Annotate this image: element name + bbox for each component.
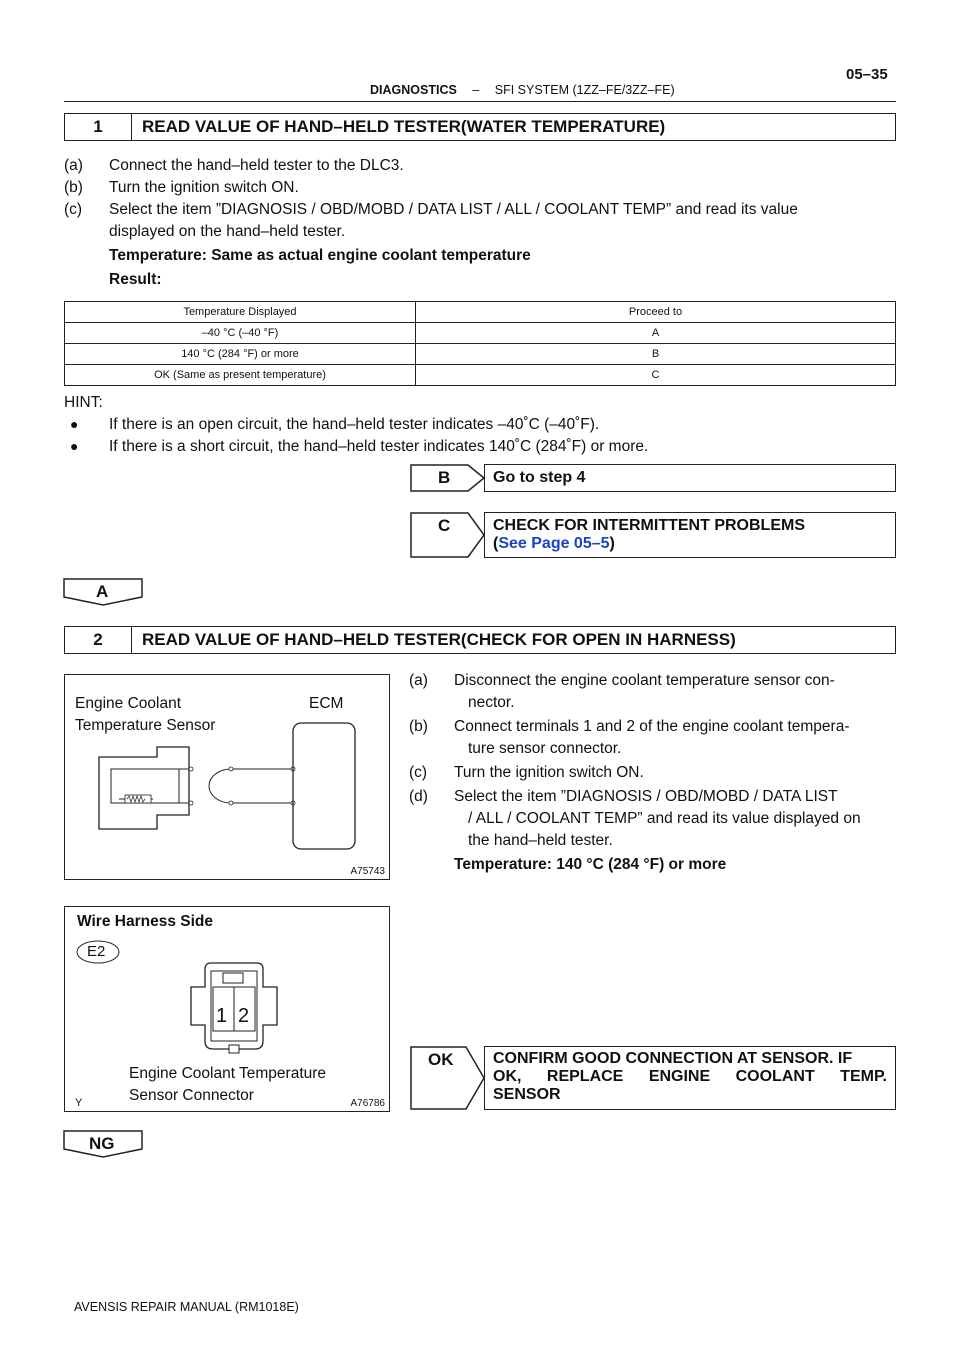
ecm-label: ECM bbox=[309, 695, 344, 712]
outcome-c-box: CHECK FOR INTERMITTENT PROBLEMS (See Page 05–5) bbox=[484, 512, 896, 558]
hint-item: If there is a short circuit, the hand–held tester indicates 140˚C (284˚F) or more. bbox=[109, 438, 649, 455]
item-text: Select the item ”DIAGNOSIS / OBD/MOBD / DATA LIST / ALL / COOLANT TEMP” and read its value bbox=[109, 201, 798, 218]
step-2-spec: Temperature: 140 °C (284 °F) or more bbox=[454, 856, 727, 873]
table-row bbox=[65, 323, 896, 344]
outcome-ok-text: SENSOR bbox=[493, 1086, 561, 1103]
outcome-a-letter: A bbox=[96, 582, 109, 601]
bullet-icon: ● bbox=[70, 438, 79, 454]
header-section: DIAGNOSTICS bbox=[370, 83, 457, 97]
figure-code: A76786 bbox=[350, 1098, 385, 1109]
table-header: Temperature Displayed bbox=[65, 302, 416, 323]
outcome-ok-letter: OK bbox=[428, 1050, 454, 1069]
table-cell: C bbox=[416, 365, 896, 386]
step-2-header bbox=[64, 626, 896, 654]
connector-drawing bbox=[185, 961, 285, 1057]
step-1-title: READ VALUE OF HAND–HELD TESTER(WATER TEMPERATURE) bbox=[142, 117, 666, 136]
figure-code: A75743 bbox=[350, 866, 385, 877]
connector-caption: Sensor Connector bbox=[129, 1087, 254, 1104]
item-marker: (c) bbox=[409, 764, 428, 781]
result-table bbox=[64, 301, 896, 386]
outcome-ok-box bbox=[484, 1046, 896, 1110]
item-text: Select the item ”DIAGNOSIS / OBD/MOBD / DATA LIST bbox=[454, 788, 838, 805]
outcome-ok-text: CONFIRM GOOD CONNECTION AT SENSOR. IF bbox=[493, 1050, 853, 1067]
item-marker: (a) bbox=[64, 157, 83, 174]
item-text: Disconnect the engine coolant temperature sensor con- bbox=[454, 672, 835, 689]
circuit-drawing bbox=[65, 675, 389, 879]
step-2-instructions bbox=[409, 670, 896, 876]
item-marker: (b) bbox=[64, 179, 83, 196]
outcome-c-letter: C bbox=[438, 516, 451, 535]
figure-mark: Y bbox=[75, 1097, 83, 1109]
footer: AVENSIS REPAIR MANUAL (RM1018E) bbox=[74, 1300, 299, 1314]
table-header: Proceed to bbox=[416, 302, 896, 323]
item-text-cont: / ALL / COOLANT TEMP” and read its value displayed on bbox=[468, 810, 861, 827]
pin-2-label: 2 bbox=[238, 1005, 250, 1027]
step-1-spec: Temperature: Same as actual engine coolant temperature bbox=[109, 247, 531, 264]
outcome-b-letter: B bbox=[438, 468, 451, 487]
outcome-c-text: CHECK FOR INTERMITTENT PROBLEMS bbox=[493, 517, 805, 534]
sensor-label: Engine Coolant bbox=[75, 695, 181, 712]
step-2-title: READ VALUE OF HAND–HELD TESTER(CHECK FOR OPEN IN HARNESS) bbox=[142, 630, 736, 649]
bullet-icon: ● bbox=[70, 416, 79, 432]
page-header bbox=[370, 83, 675, 97]
table-cell: A bbox=[416, 323, 896, 344]
item-marker: (d) bbox=[409, 788, 428, 805]
hint-item: If there is an open circuit, the hand–held tester indicates –40˚C (–40˚F). bbox=[109, 416, 600, 433]
item-text-cont: ture sensor connector. bbox=[468, 740, 622, 757]
item-text: Turn the ignition switch ON. bbox=[454, 764, 644, 781]
page-number: 05–35 bbox=[846, 66, 888, 83]
item-text: Connect the hand–held tester to the DLC3. bbox=[109, 157, 404, 174]
table-row bbox=[65, 344, 896, 365]
item-text-cont: the hand–held tester. bbox=[468, 832, 613, 849]
item-marker: (a) bbox=[409, 672, 428, 689]
table-cell: –40 °C (–40 °F) bbox=[65, 323, 416, 344]
step-1-header bbox=[64, 113, 896, 141]
outcome-b-text: Go to step 4 bbox=[493, 469, 586, 486]
item-marker: (b) bbox=[409, 718, 428, 735]
outcome-ok-text: OK, REPLACE ENGINE COOLANT TEMP. bbox=[493, 1068, 887, 1085]
item-marker: (c) bbox=[64, 201, 83, 218]
hint-label: HINT: bbox=[64, 394, 103, 411]
connector-caption: Engine Coolant Temperature bbox=[129, 1065, 327, 1082]
see-page-link[interactable]: See Page 05–5 bbox=[498, 535, 610, 552]
table-cell: 140 °C (284 °F) or more bbox=[65, 344, 416, 365]
table-row bbox=[65, 365, 896, 386]
outcome-b-box bbox=[484, 464, 896, 492]
connector-code: E2 bbox=[87, 943, 106, 960]
table-cell: B bbox=[416, 344, 896, 365]
pin-1-label: 1 bbox=[216, 1005, 228, 1027]
step-1-instructions bbox=[64, 155, 896, 291]
header-rule bbox=[64, 101, 896, 102]
item-text: Connect terminals 1 and 2 of the engine coolant tempera- bbox=[454, 718, 850, 735]
step-1-number: 1 bbox=[65, 114, 132, 140]
outcome-ng-letter: NG bbox=[89, 1134, 115, 1153]
step-2-number: 2 bbox=[65, 627, 132, 653]
table-header-row bbox=[65, 302, 896, 323]
connector-diagram bbox=[64, 906, 390, 1112]
item-text-cont: nector. bbox=[468, 694, 515, 711]
wiring-diagram bbox=[64, 674, 390, 880]
wire-harness-label: Wire Harness Side bbox=[77, 913, 213, 930]
item-text: Turn the ignition switch ON. bbox=[109, 179, 299, 196]
item-text-cont: displayed on the hand–held tester. bbox=[109, 223, 346, 240]
result-label: Result: bbox=[109, 271, 162, 288]
table-cell: OK (Same as present temperature) bbox=[65, 365, 416, 386]
header-separator: – bbox=[472, 83, 480, 97]
sensor-label: Temperature Sensor bbox=[75, 717, 216, 734]
header-system: SFI SYSTEM (1ZZ–FE/3ZZ–FE) bbox=[494, 83, 675, 97]
